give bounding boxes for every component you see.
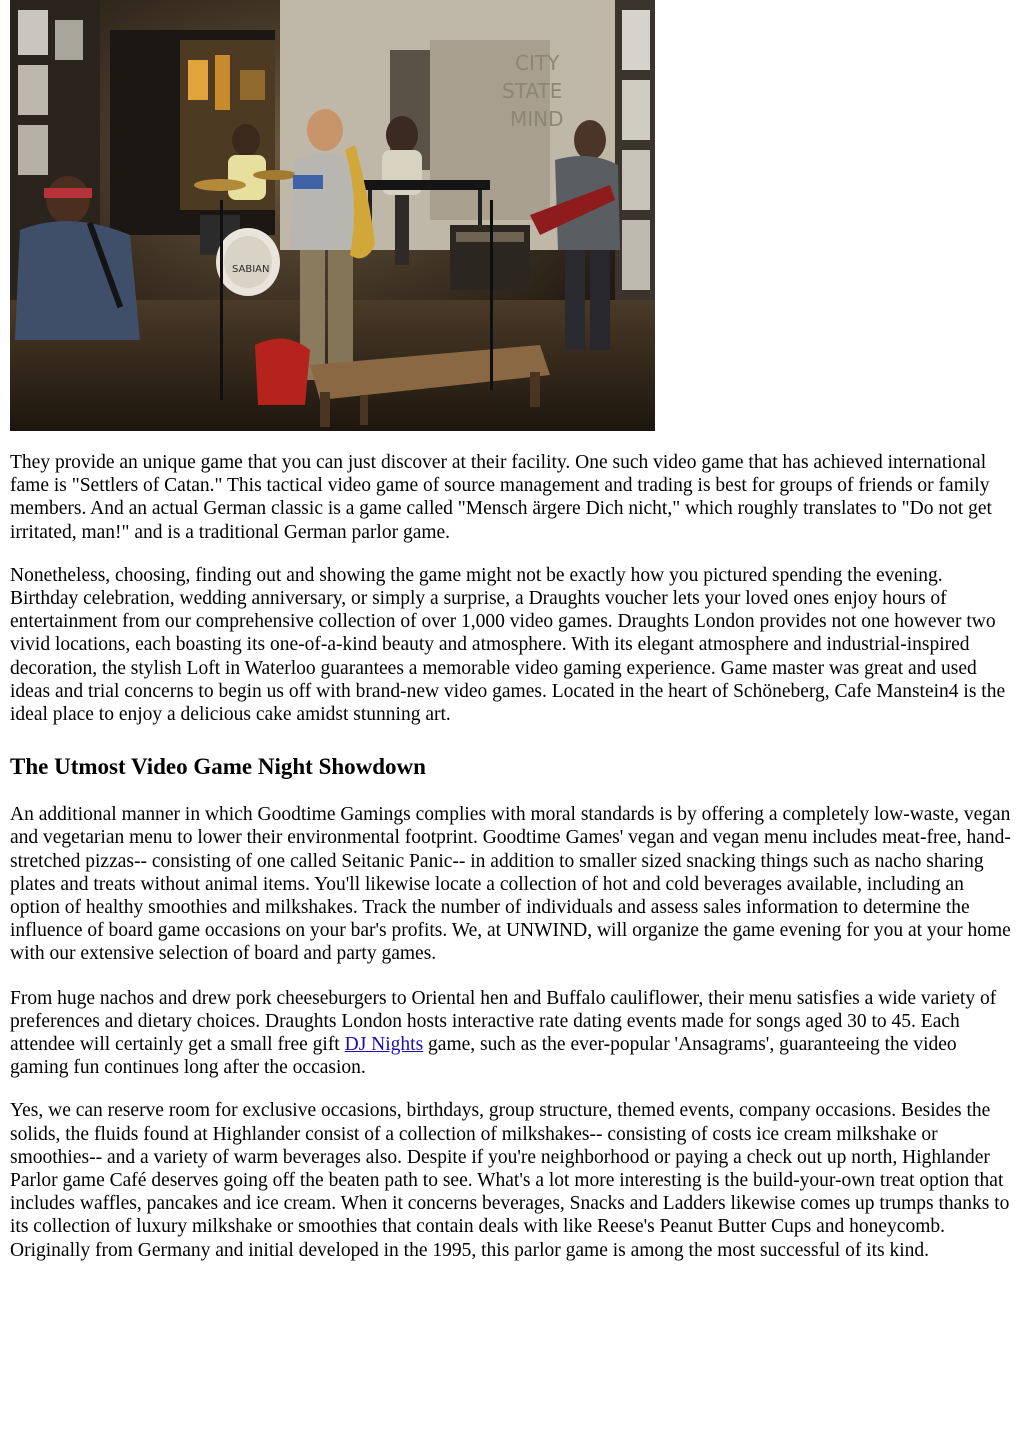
article xyxy=(10,0,1014,1262)
paragraph-goodtime-games: An additional manner in which Goodtime Gamings complies with moral standards is by offering a completely low-waste, vegan and vegetarian menu to lower their environmental footprint. Goodtime Games' vegan and vegan menu includes meat-free, hand-stretched pizzas-- consisting of one called Seitanic Panic-- in addition to smaller sized snacking things such as nacho sharing plates and treats without animal items. You'll likewise locate a collection of hot and cold beverages available, including an option of healthy smoothies and milkshakes. Track the number of individuals and assess sales information to determine the influence of board game occasions on your bar's profits. We, at UNWIND, will organize the game evening for you at your home with our extensive selection of board and party games. xyxy=(10,804,1011,965)
paragraph-menu xyxy=(10,987,1014,1080)
band-photo xyxy=(10,0,655,431)
paragraph-intro: They provide an unique game that you can just discover at their facility. One such video game that has achieved international fame is "Settlers of Catan." This tactical video game of source management and trading is best for groups of friends or family members. And an actual German classic is a game called "Mensch ärgere Dich nicht," which roughly translates to "Do not get irritated, man!" and is a traditional German parlor game. xyxy=(10,452,992,543)
dj-nights-link[interactable]: DJ Nights xyxy=(344,1034,424,1056)
paragraph-menu-text-start: From huge nachos and drew pork cheeseburgers to Oriental hen and Buffalo cauliflower, their menu satisfies a wide variety of preferences and dietary choices. Draughts London hosts interactive rate dating events made for songs aged 30 to 45. Each attendee will certainly get a small free gift xyxy=(10,987,997,1056)
paragraph-draughts: Nonetheless, choosing, finding out and showing the game might not be exactly how you pictured spending the evening. Birthday celebration, wedding anniversary, or simply a surprise, a Draughts voucher lets your loved ones enjoy hours of entertainment from our comprehensive collection of over 1,000 video games. Draughts London provides not one however two vivid locations, each boasting its one-of-a-kind beauty and atmosphere. With its elegant atmosphere and industrial-inspired decoration, the stylish Loft in Waterloo guarantees a memorable video gaming experience. Game master was great and used ideas and trial concerns to begin us off with brand-new video games. Located in the heart of Schöneberg, Cafe Manstein4 is the ideal place to enjoy a delicious cake amidst stunning art. xyxy=(10,564,1006,726)
band-photo-illustration xyxy=(10,0,655,431)
wall-text-city: CITY xyxy=(515,51,560,75)
wall-text-state: STATE xyxy=(502,79,563,103)
paragraph-highlander: Yes, we can reserve room for exclusive occasions, birthdays, group structure, themed events, company occasions. Besides the solids, the fluids found at Highlander consist of a collection of milkshakes-- consisting of costs ice cream milkshake or smoothies-- and a variety of warm beverages also. Despite if you're neighborhood or paying a check out up north, Highlander Parlor game Café deserves going off the beaten path to see. What's a lot more interesting is the build-your-own treat option that includes waffles, pancakes and ice cream. When it concerns beverages, Snacks and Ladders likewise comes up trumps thanks to its collection of luxury milkshake or smoothies that contain deals with like Reese's Peanut Butter Cups and honeycomb. Originally from Germany and initial developed in the 1995, this parlor game is among the most successful of its kind. xyxy=(10,1100,1010,1261)
drum-head-label: SABIAN xyxy=(232,264,270,275)
paragraph-menu-text-end: game, such as the ever-popular 'Ansagrams', guaranteeing the video gaming fun continues long after the occasion. xyxy=(10,1034,957,1079)
section-heading: The Utmost Video Game Night Showdown xyxy=(10,754,426,780)
wall-text-mind: MIND xyxy=(510,107,564,131)
